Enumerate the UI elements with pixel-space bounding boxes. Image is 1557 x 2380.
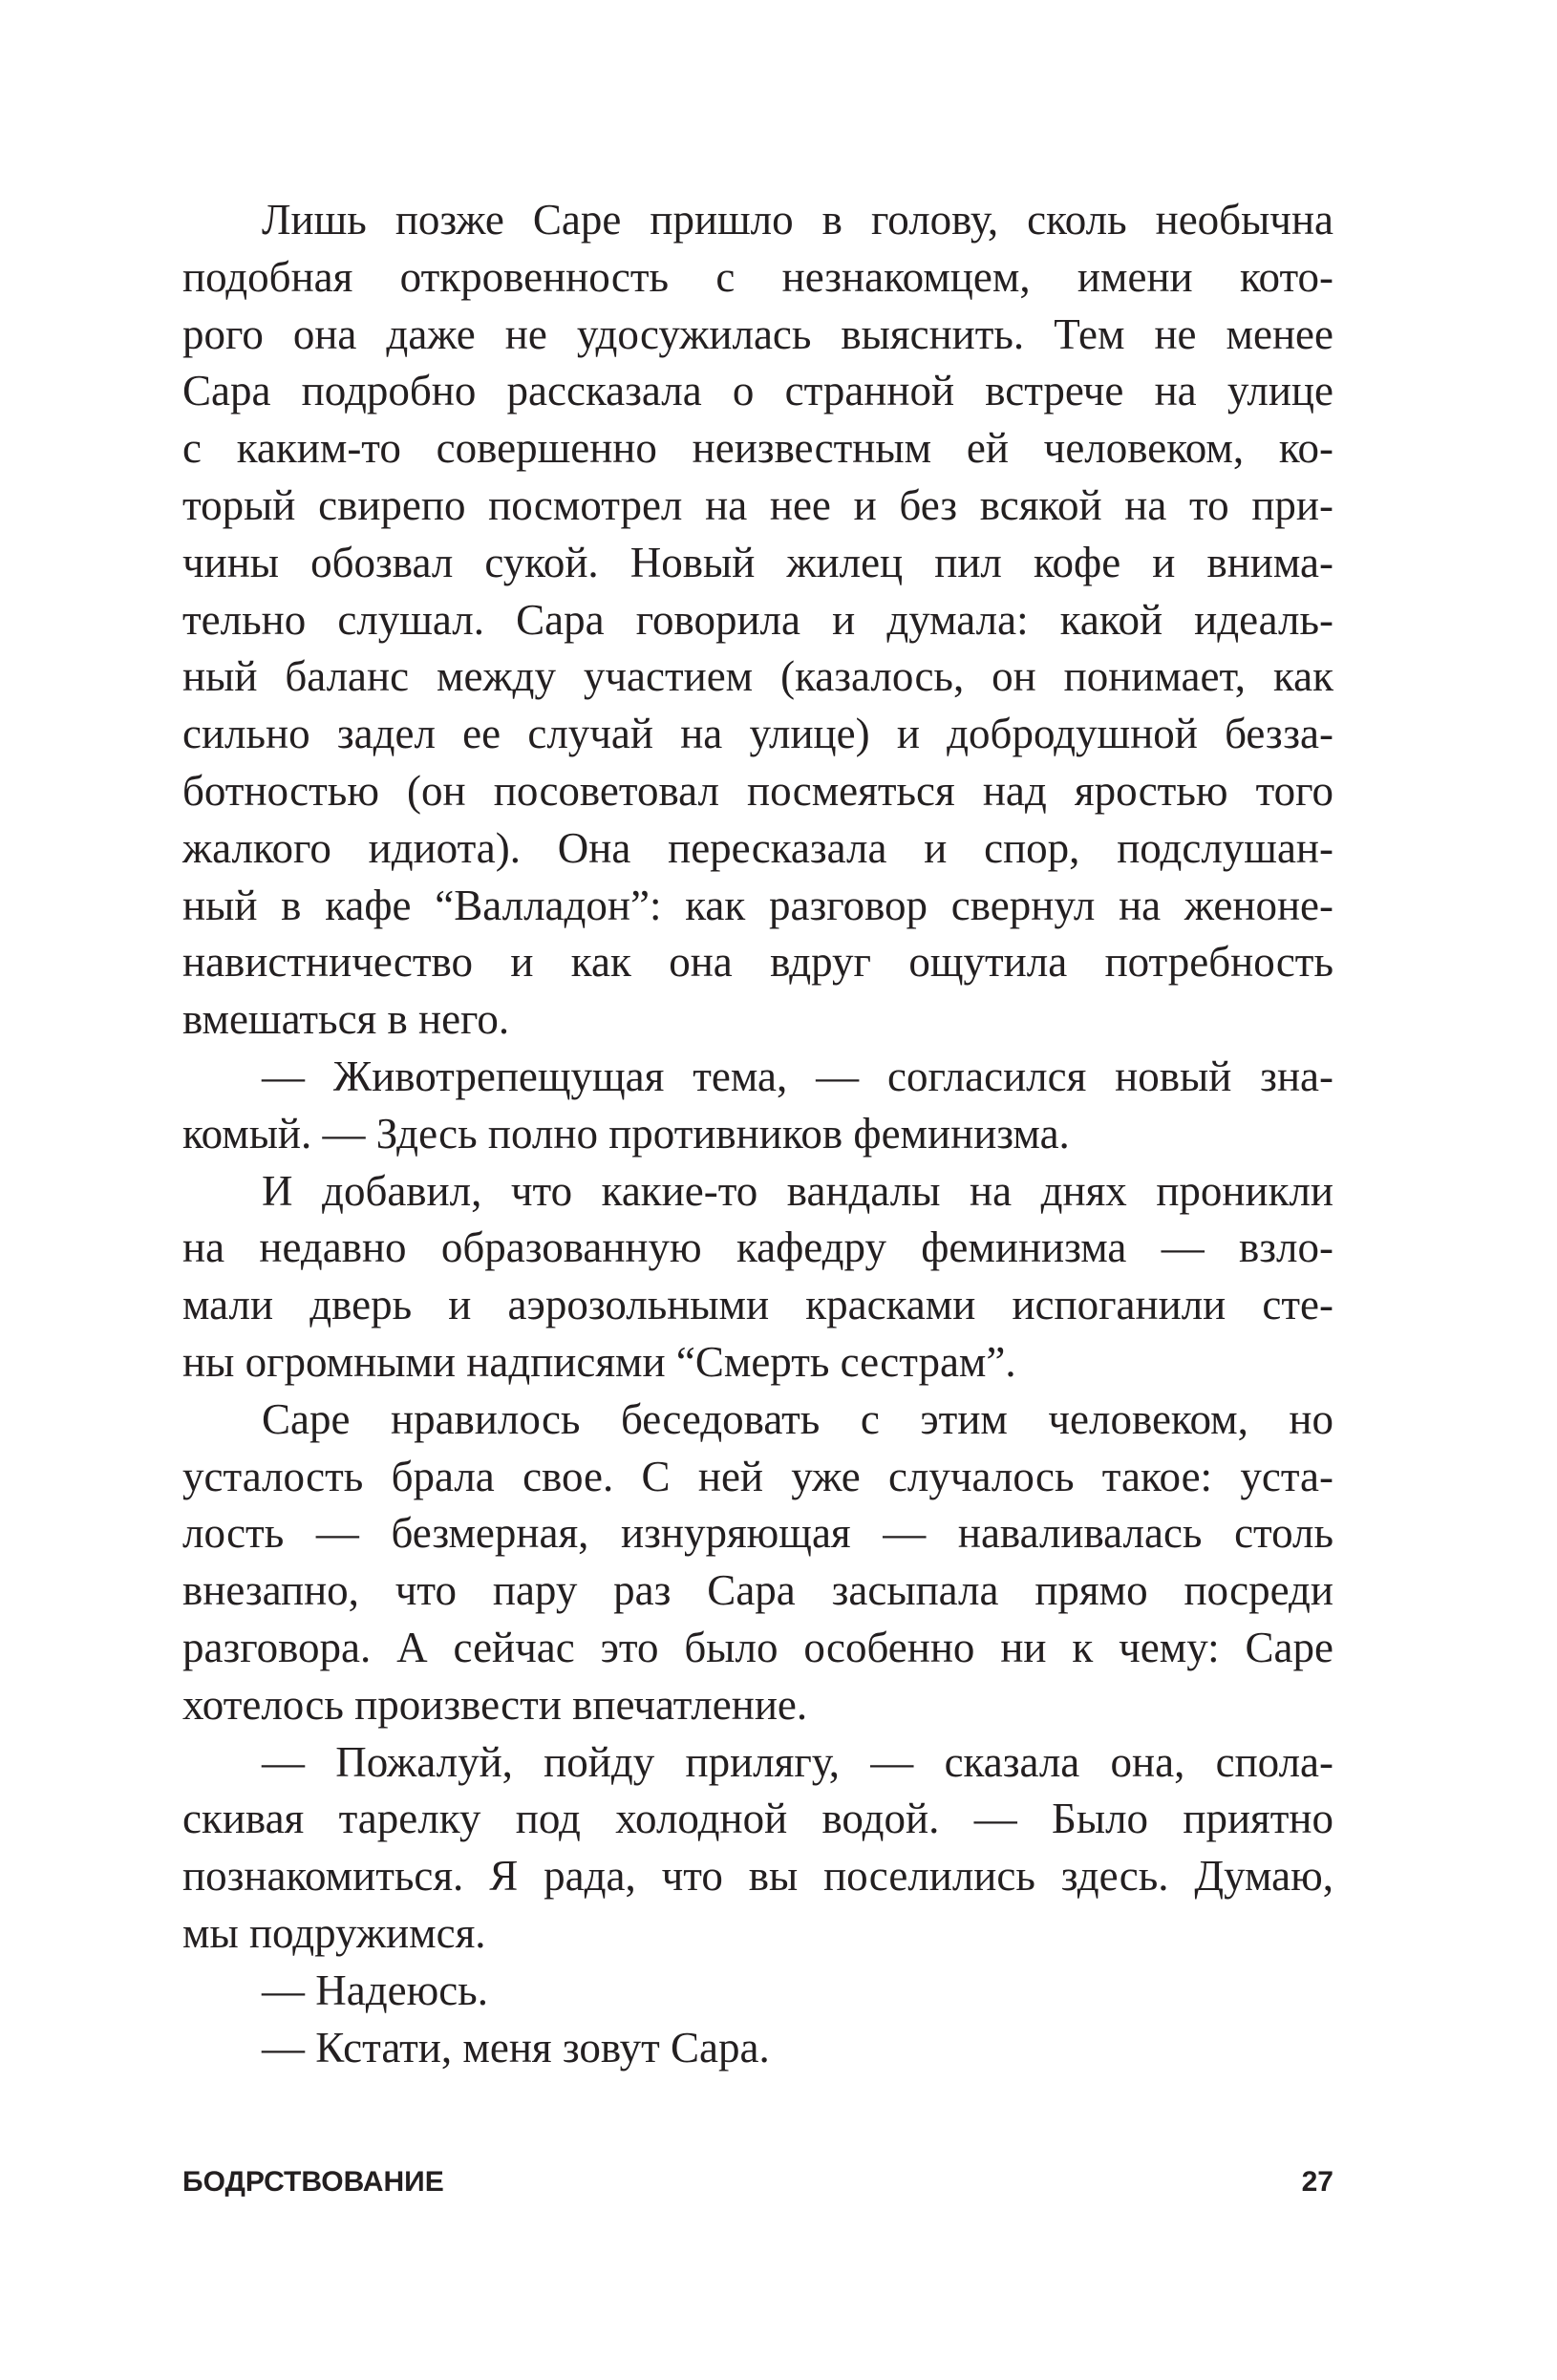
page-number: 27 (1301, 2166, 1333, 2198)
text-line: жалкого идиота). Она пересказала и спор, подслушан- (182, 823, 1333, 872)
text-line: комый. — Здесь полно противников феминизма. (182, 1109, 1070, 1158)
text-line: подобная откровенность с незнакомцем, имени кото- (182, 252, 1333, 301)
text-line: чины обозвал сукой. Новый жилец пил кофе и внима- (182, 538, 1333, 586)
text-line: внезапно, что пару раз Сара засыпала прямо посреди (182, 1566, 1333, 1615)
text-line: торый свирепо посмотрел на нее и без всякой на то при- (182, 480, 1333, 529)
body-text (182, 192, 1333, 2076)
text-line: скивая тарелку под холодной водой. — Было приятно (182, 1795, 1333, 1843)
running-head: БОДРСТВОВАНИЕ (182, 2166, 444, 2198)
text-line: усталость брала свое. С ней уже случалось такое: уста- (182, 1452, 1333, 1500)
text-line: И добавил, что какие-то вандалы на днях проникли (262, 1166, 1333, 1215)
text-line: ны огромными надписями “Смерть сестрам”. (182, 1337, 1016, 1386)
text-line: рого она даже не удосужилась выяснить. Тем не менее (182, 309, 1333, 358)
text-line: Лишь позже Саре пришло в голову, сколь необычна (262, 196, 1333, 244)
text-line: навистничество и как она вдруг ощутила потребность (182, 938, 1333, 987)
text-line: Саре нравилось беседовать с этим человеком, но (262, 1394, 1333, 1443)
text-line: хотелось произвести впечатление. (182, 1680, 808, 1729)
text-line: сильно задел ее случай на улице) и добродушной безза- (182, 710, 1333, 758)
text-line: ный баланс между участием (казалось, он понимает, как (182, 652, 1333, 701)
text-line: вмешаться в него. (182, 995, 510, 1044)
text-line: — Кстати, меня зовут Сара. (262, 2023, 770, 2072)
text-line: — Надеюсь. (262, 1966, 488, 2014)
text-line: на недавно образованную кафедру феминизма — взло- (182, 1223, 1333, 1272)
page-footer (182, 2166, 1333, 2204)
text-line: ный в кафе “Валладон”: как разговор свернул на женоне- (182, 881, 1333, 929)
text-line: — Пожалуй, пойду прилягу, — сказала она, спола- (262, 1737, 1333, 1786)
text-line: с каким-то совершенно неизвестным ей человеком, ко- (182, 424, 1333, 473)
text-line: Сара подробно рассказала о странной встрече на улице (182, 367, 1333, 415)
text-line: тельно слушал. Сара говорила и думала: какой идеаль- (182, 595, 1333, 644)
text-line: мы подружимся. (182, 1908, 486, 1957)
text-line: мали дверь и аэрозольными красками испоганили сте- (182, 1281, 1333, 1329)
text-line: познакомиться. Я рада, что вы поселились здесь. Думаю, (182, 1852, 1333, 1901)
text-line: — Животрепещущая тема, — согласился новый зна- (262, 1052, 1333, 1100)
text-line: разговора. А сейчас это было особенно ни к чему: Саре (182, 1623, 1333, 1671)
text-line: ботностью (он посоветовал посмеяться над яростью того (182, 766, 1333, 815)
text-line: лость — безмерная, изнуряющая — наваливалась столь (182, 1509, 1333, 1558)
